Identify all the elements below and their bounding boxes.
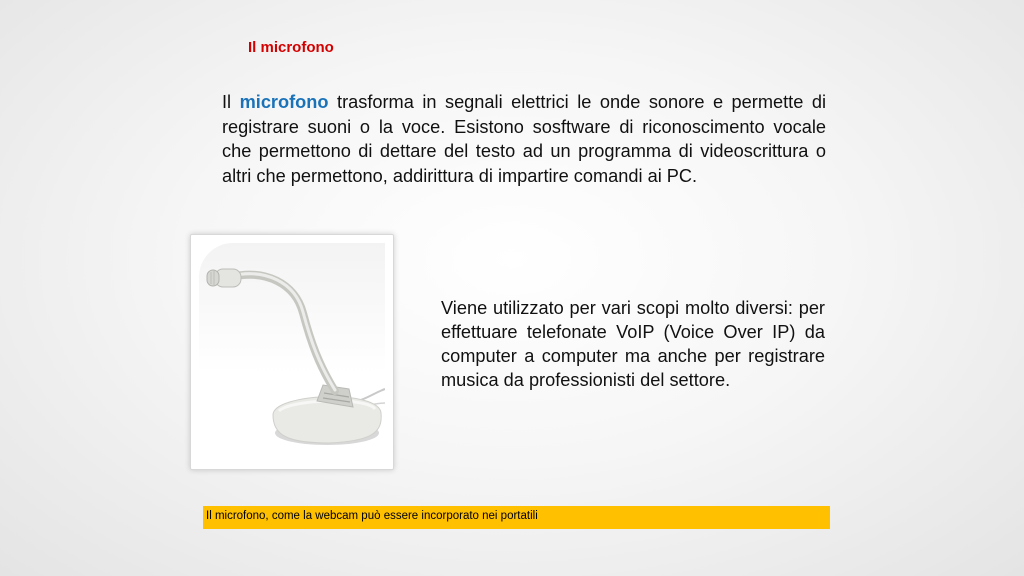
intro-text-after: trasforma in segnali elettrici le onde sonore e permette di registrare suoni o la voce. Esistono sosftware di riconoscimento vocale che permettono di dettare del testo ad un programma di videoscrittura o altri che permettono, addirittura di impartire comandi ai PC. (222, 92, 826, 186)
intro-text-before: Il (222, 92, 240, 112)
desk-microphone-icon (199, 243, 385, 461)
usage-paragraph: Viene utilizzato per vari scopi molto diversi: per effettuare telefonate VoIP (Voice Over IP) da computer a computer ma anche per registrare musica da professionisti del settore. (441, 298, 825, 390)
microphone-photo-frame (190, 234, 394, 470)
intro-paragraph (222, 90, 826, 188)
footer-caption-bar: Il microfono, come la webcam può essere incorporato nei portatili (203, 506, 830, 529)
slide-title: Il microfono (248, 39, 334, 56)
intro-highlight: microfono (239, 92, 329, 112)
microphone-photo (199, 243, 385, 461)
